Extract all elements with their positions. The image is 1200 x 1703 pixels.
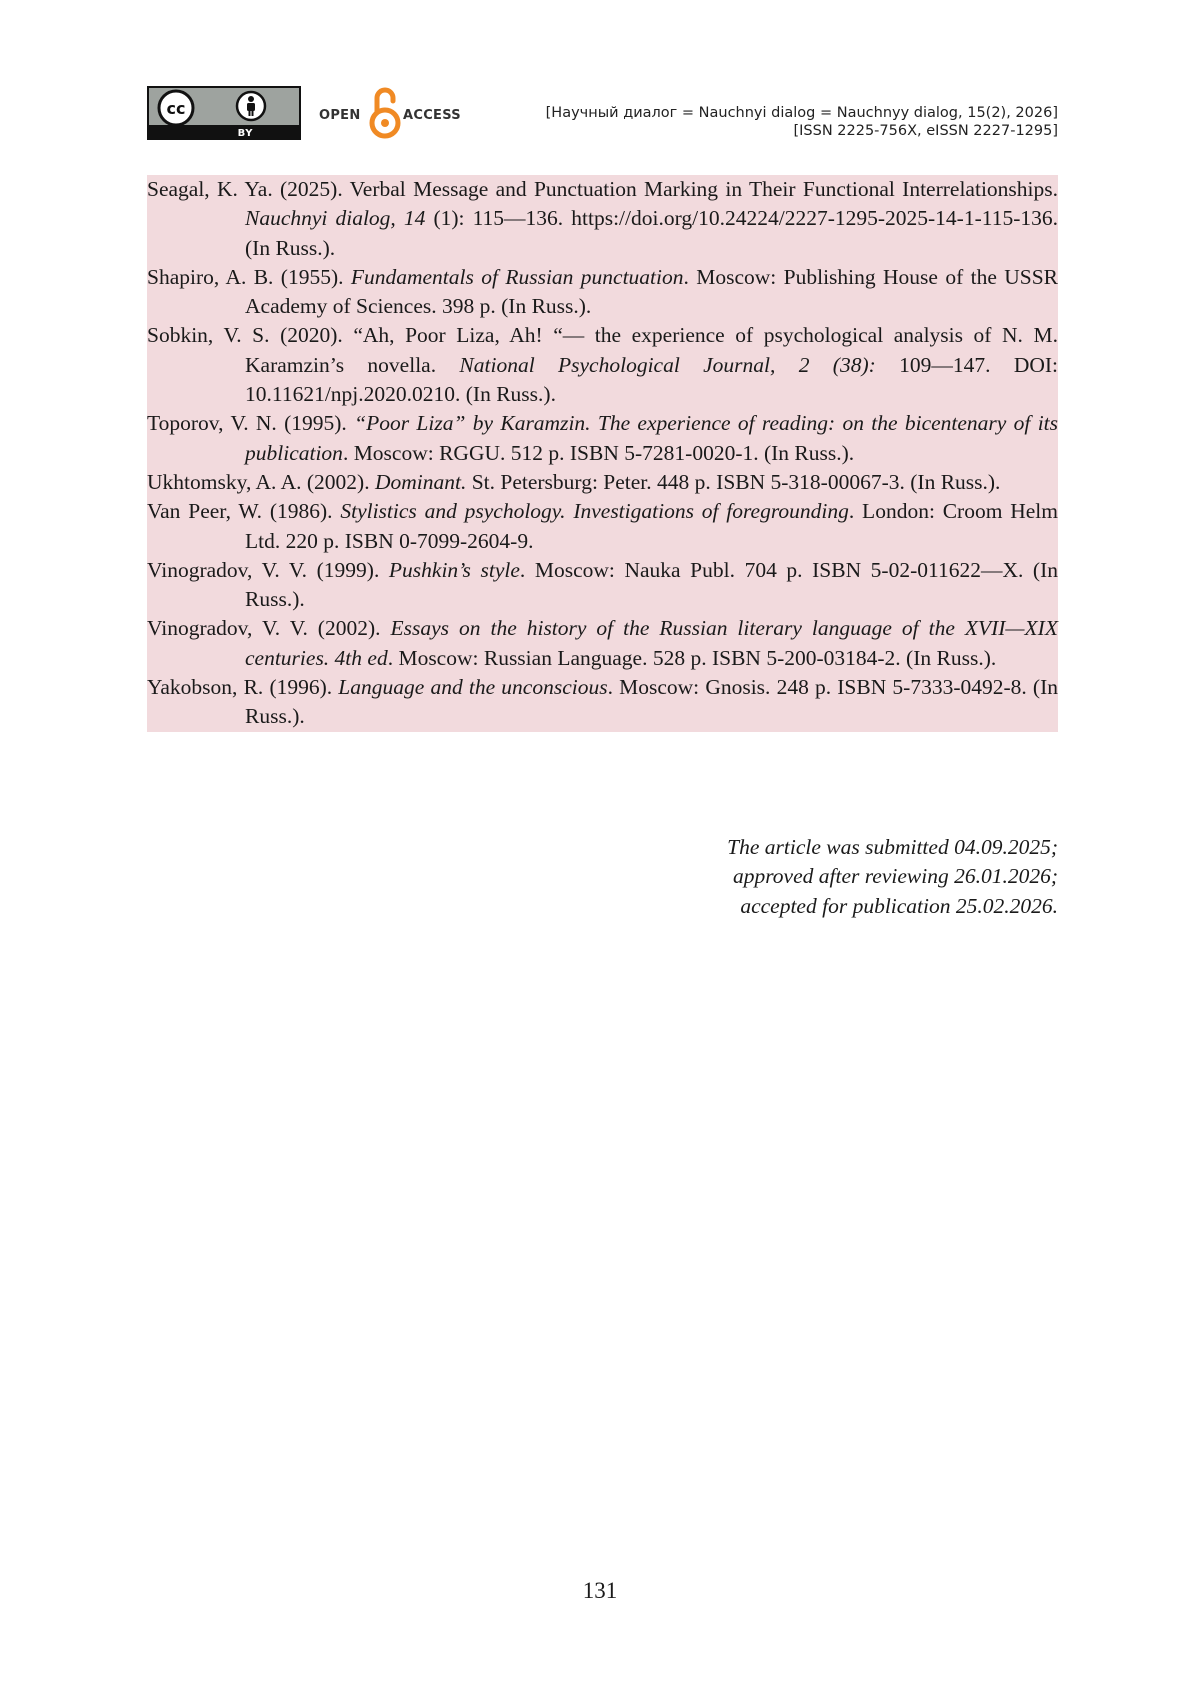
- cc-by-license-badge: [147, 86, 301, 140]
- approved-date: approved after reviewing 26.01.2026;: [732, 864, 1058, 889]
- accepted-date: accepted for publication 25.02.2026.: [740, 893, 1058, 918]
- oa-open-text: OPEN: [319, 108, 361, 123]
- oa-access-text: ACCESS: [403, 108, 461, 123]
- reference-item: Yakobson, R. (1996). Language and the unconscious. Moscow: Gnosis. 248 p. ISBN 5-7333-0492-8. (In Russ.).: [147, 675, 1058, 729]
- cc-icon: [149, 88, 299, 128]
- reference-item: Vinogradov, V. V. (1999). Pushkin’s style. Moscow: Nauka Publ. 704 p. ISBN 5-02-011622—X. (In Russ.).: [147, 557, 1059, 612]
- reference-item: Shapiro, A. B. (1955). Fundamentals of Russian punctuation. Moscow: Publishing House of the USSR Academy of Sciences. 398 p. (In Russ.).: [147, 264, 1059, 319]
- issn-line: [ISSN 2225-756X, eISSN 2227-1295]: [793, 123, 1058, 139]
- reference-item: Sobkin, V. S. (2020). “Ah, Poor Liza, Ah! “— the experience of psychological analysis of N. M. Karamzin’s novella. National Psychological Journal, 2 (38): 109—147. DOI: 10.11621/npj.2020.0210. (In Russ.).: [147, 323, 1058, 407]
- cc-badge-bar: [149, 125, 299, 138]
- open-lock-icon: [367, 86, 403, 140]
- attribution-person-icon: [231, 90, 271, 130]
- submitted-date: The article was submitted 04.09.2025;: [727, 835, 1058, 859]
- reference-item: Toporov, V. N. (1995). “Poor Liza” by Karamzin. The experience of reading: on the bicentenary of its publication. Moscow: RGGU. 512 p. ISBN 5-7281-0020-1. (In Russ.).: [147, 411, 1059, 465]
- reference-item: Ukhtomsky, A. A. (2002). Dominant. St. Petersburg: Peter. 448 p. ISBN 5-318-00067-3. (In Russ.).: [147, 469, 1001, 494]
- reference-item: Seagal, K. Ya. (2025). Verbal Message and Punctuation Marking in Their Functional Interrelationships. Nauchnyi dialog, 14 (1): 115—136. https://doi.org/10.24224/2227-1295-2025-14-1-115-136. (In Russ.).: [147, 177, 1058, 260]
- reference-item: Vinogradov, V. V. (2002). Essays on the history of the Russian literary language of the XVII—XIX centuries. 4th ed. Moscow: Russian Language. 528 p. ISBN 5-200-03184-2. (In Russ.).: [147, 616, 1058, 670]
- journal-line: [Научный диалог = Nauchnyi dialog = Nauchnyy dialog, 15(2), 2026]: [545, 105, 1058, 121]
- reference-item: Van Peer, W. (1986). Stylistics and psychology. Investigations of foregrounding. London: Croom Helm Ltd. 220 p. ISBN 0-7099-2604-9.: [147, 499, 1058, 553]
- journal-citation: [546, 104, 1058, 140]
- references-list: [147, 175, 1058, 732]
- svg-text:cc: cc: [166, 99, 186, 118]
- submission-dates: [727, 833, 1058, 921]
- open-access-logo: [319, 86, 469, 140]
- page-header: [147, 86, 1058, 142]
- cc-by-label: BY: [237, 128, 253, 139]
- page-number: 131: [582, 1578, 618, 1603]
